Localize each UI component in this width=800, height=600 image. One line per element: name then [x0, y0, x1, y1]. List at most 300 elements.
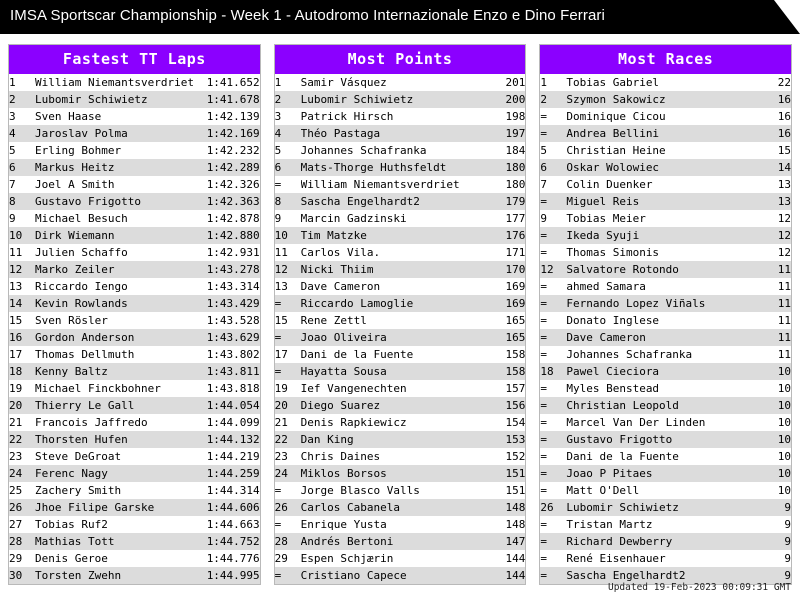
row-value: 1:44.663 — [206, 518, 260, 531]
row-position: 11 — [9, 246, 23, 259]
table-row — [275, 295, 526, 312]
table-row — [275, 567, 526, 584]
row-driver-name: Sven Rösler — [35, 314, 108, 327]
table-row — [275, 176, 526, 193]
table-row — [540, 227, 791, 244]
row-driver-name: Cristiano Capece — [301, 567, 466, 584]
row-position: 15 — [9, 314, 23, 327]
row-value: 157 — [505, 382, 526, 395]
row-position: 29 — [9, 552, 23, 565]
table-row — [540, 312, 791, 329]
row-position: 2 — [9, 91, 35, 108]
row-position: 7 — [540, 178, 547, 191]
row-driver-name: Jhoe Filipe Garske — [35, 499, 200, 516]
row-driver-name: Sascha Engelhardt2 — [301, 193, 466, 210]
table-row — [540, 346, 791, 363]
row-position: 3 — [274, 110, 282, 123]
table-row — [9, 91, 260, 108]
row-driver-name: Marko Zeiler — [35, 261, 200, 278]
table-row — [9, 499, 260, 516]
row-value: 9 — [731, 499, 791, 516]
row-value: 201 — [505, 76, 526, 89]
row-position: 5 — [540, 144, 547, 157]
table-row — [275, 261, 526, 278]
row-position: = — [540, 465, 566, 482]
row-position: 13 — [9, 280, 23, 293]
row-value: 198 — [505, 110, 526, 123]
row-value: 158 — [505, 348, 526, 361]
row-driver-name: Steve DeGroat — [35, 450, 122, 463]
row-value: 158 — [465, 363, 525, 380]
table-row — [9, 465, 260, 482]
table-row — [275, 142, 526, 159]
table-row — [275, 210, 526, 227]
row-driver-name: Gustavo Frigotto — [35, 193, 200, 210]
row-value: 13 — [731, 193, 791, 210]
row-value: 170 — [465, 261, 525, 278]
row-position: = — [275, 567, 301, 584]
table-row — [540, 363, 791, 380]
row-driver-name: Julien Schaffo — [35, 246, 128, 259]
row-value: 1:43.811 — [200, 363, 260, 380]
row-driver-name: Michael Finckbohner — [35, 382, 161, 395]
row-value: 177 — [505, 212, 526, 225]
row-position: 14 — [9, 295, 35, 312]
row-position: 19 — [9, 382, 23, 395]
table-row — [9, 482, 260, 499]
table-row — [540, 108, 791, 125]
table-row — [275, 108, 526, 125]
row-driver-name: Matt O'Dell — [566, 484, 640, 497]
row-value: 1:44.259 — [200, 465, 260, 482]
row-position: 28 — [9, 533, 35, 550]
row-position: = — [540, 450, 547, 463]
row-position: 5 — [274, 144, 282, 157]
row-position: = — [540, 484, 547, 497]
row-driver-name: Nicki Thiim — [301, 261, 466, 278]
row-position: = — [540, 295, 566, 312]
row-position: 24 — [9, 465, 35, 482]
row-driver-name: Joao Oliveira — [301, 329, 466, 346]
row-position: 13 — [274, 280, 288, 293]
row-driver-name: Salvatore Rotondo — [566, 261, 731, 278]
row-value: 11 — [777, 314, 792, 327]
row-value: 1:44.219 — [206, 450, 260, 463]
row-driver-name: Colin Duenker — [566, 178, 653, 191]
row-value: 22 — [777, 76, 792, 89]
table-row — [275, 533, 526, 550]
table-row — [275, 380, 526, 397]
row-position: = — [540, 227, 566, 244]
table-row — [540, 550, 791, 567]
table-row — [275, 125, 526, 142]
table-row — [275, 431, 526, 448]
row-position: = — [540, 125, 566, 142]
page-title: IMSA Sportscar Championship - Week 1 - Autodromo Internazionale Enzo e Dino Ferrari — [10, 7, 605, 24]
row-driver-name: René Eisenhauer — [566, 552, 666, 565]
fastest-tt-laps-table — [9, 74, 260, 584]
row-value: 165 — [465, 329, 525, 346]
row-driver-name: Jaroslav Polma — [35, 125, 200, 142]
table-row — [9, 550, 260, 567]
table-row — [540, 91, 791, 108]
row-position: 17 — [274, 348, 288, 361]
row-driver-name: Denis Rapkiewicz — [300, 416, 407, 429]
row-driver-name: Théo Pastaga — [301, 125, 466, 142]
row-position: 2 — [540, 91, 566, 108]
row-value: 200 — [465, 91, 525, 108]
most-points-table — [275, 74, 526, 584]
most-races-table — [540, 74, 791, 584]
row-driver-name: Ferenc Nagy — [35, 465, 200, 482]
table-row — [275, 499, 526, 516]
row-driver-name: Riccardo Iengo — [35, 280, 128, 293]
row-driver-name: Tobias Ruf2 — [35, 518, 108, 531]
row-value: 10 — [777, 484, 792, 497]
row-position: 30 — [9, 567, 35, 584]
row-position: = — [540, 280, 547, 293]
row-position: = — [540, 329, 566, 346]
column-most-races — [539, 44, 792, 585]
row-position: 1 — [9, 76, 16, 89]
row-value: 153 — [465, 431, 525, 448]
row-value: 11 — [731, 295, 791, 312]
row-value: 179 — [465, 193, 525, 210]
row-driver-name: Tristan Martz — [566, 518, 653, 531]
row-value: 1:42.880 — [200, 227, 260, 244]
row-value: 12 — [731, 227, 791, 244]
row-position: 18 — [540, 363, 566, 380]
row-position: 5 — [9, 144, 16, 157]
updated-timestamp: Updated 19-Feb-2023 00:09:31 GMT — [607, 582, 791, 593]
row-driver-name: Markus Heitz — [35, 159, 200, 176]
table-row — [275, 516, 526, 533]
table-row — [540, 193, 791, 210]
row-driver-name: William Niemantsverdriet — [35, 76, 194, 89]
table-row — [540, 210, 791, 227]
table-row — [9, 193, 260, 210]
row-position: 8 — [275, 193, 301, 210]
row-position: = — [540, 348, 547, 361]
row-driver-name: Dani de la Fuente — [300, 348, 414, 361]
row-position: 8 — [9, 193, 35, 210]
row-value: 10 — [777, 382, 792, 395]
row-value: 197 — [465, 125, 525, 142]
table-row — [275, 193, 526, 210]
row-driver-name: Pawel Cieciora — [566, 363, 731, 380]
row-position: 23 — [274, 450, 288, 463]
row-driver-name: Miguel Reis — [566, 193, 731, 210]
table-row — [275, 278, 526, 295]
table-row — [9, 159, 260, 176]
row-position: = — [540, 552, 547, 565]
row-value: 16 — [731, 91, 791, 108]
row-driver-name: William Niemantsverdriet — [300, 178, 460, 191]
table-row — [9, 516, 260, 533]
row-value: 1:44.054 — [200, 397, 260, 414]
row-driver-name: Thorsten Hufen — [35, 431, 200, 448]
table-row — [540, 533, 791, 550]
row-position: 23 — [9, 450, 23, 463]
row-position: 26 — [9, 499, 35, 516]
row-value: 169 — [465, 295, 525, 312]
row-value: 171 — [505, 246, 526, 259]
row-value: 1:42.878 — [206, 212, 260, 225]
row-value: 16 — [777, 110, 792, 123]
row-position: = — [540, 246, 547, 259]
row-value: 151 — [505, 484, 526, 497]
row-value: 9 — [731, 533, 791, 550]
row-driver-name: Dave Cameron — [566, 329, 731, 346]
table-row — [9, 74, 260, 91]
table-row — [9, 244, 260, 261]
row-position: 2 — [275, 91, 301, 108]
column-most-points — [274, 44, 527, 585]
title-bar — [0, 0, 800, 34]
table-row — [9, 261, 260, 278]
row-position: 1 — [274, 76, 282, 89]
row-position: = — [540, 431, 566, 448]
table-row — [275, 397, 526, 414]
row-position: 6 — [275, 159, 301, 176]
row-position: = — [540, 518, 547, 531]
row-value: 1:44.099 — [206, 416, 260, 429]
row-driver-name: Diego Suarez — [301, 397, 466, 414]
row-position: 10 — [275, 227, 301, 244]
table-row — [9, 176, 260, 193]
row-position: = — [274, 178, 282, 191]
row-driver-name: Patrick Hirsch — [300, 110, 394, 123]
row-driver-name: Zachery Smith — [35, 484, 122, 497]
row-driver-name: ahmed Samara — [566, 280, 646, 293]
column-heading: Most Races — [540, 45, 791, 74]
row-driver-name: Erling Bohmer — [35, 144, 122, 157]
row-driver-name: Christian Heine — [566, 144, 666, 157]
row-position: = — [274, 484, 282, 497]
row-position: 9 — [274, 212, 282, 225]
row-position: = — [540, 397, 566, 414]
table-row — [540, 397, 791, 414]
row-position: 9 — [9, 212, 16, 225]
row-value: 147 — [465, 533, 525, 550]
row-value: 12 — [777, 212, 792, 225]
table-row — [540, 448, 791, 465]
row-value: 9 — [784, 552, 792, 565]
row-value: 1:44.606 — [200, 499, 260, 516]
row-position: = — [540, 382, 547, 395]
row-driver-name: Thomas Simonis — [566, 246, 660, 259]
row-driver-name: Mathias Tott — [35, 533, 200, 550]
row-position: = — [540, 110, 547, 123]
row-position: 4 — [9, 125, 35, 142]
row-driver-name: Hayatta Sousa — [301, 363, 466, 380]
table-row — [540, 142, 791, 159]
row-value: 13 — [777, 178, 792, 191]
row-value: 1:42.289 — [200, 159, 260, 176]
table-row — [540, 261, 791, 278]
row-driver-name: Thomas Dellmuth — [35, 348, 135, 361]
row-value: 1:42.169 — [200, 125, 260, 142]
row-driver-name: Thierry Le Gall — [35, 397, 200, 414]
row-driver-name: Dani de la Fuente — [566, 450, 679, 463]
row-value: 165 — [505, 314, 526, 327]
row-value: 1:41.678 — [200, 91, 260, 108]
row-value: 148 — [465, 499, 525, 516]
table-row — [9, 295, 260, 312]
row-value: 1:42.139 — [206, 110, 260, 123]
row-value: 15 — [777, 144, 792, 157]
row-value: 1:44.752 — [200, 533, 260, 550]
table-row — [540, 295, 791, 312]
row-position: 20 — [275, 397, 301, 414]
row-position: 9 — [540, 212, 547, 225]
row-value: 10 — [731, 363, 791, 380]
table-row — [540, 159, 791, 176]
row-driver-name: Carlos Cabanela — [301, 499, 466, 516]
row-driver-name: Rene Zettl — [300, 314, 367, 327]
row-position: 12 — [540, 261, 566, 278]
table-row — [9, 278, 260, 295]
row-value: 154 — [505, 416, 526, 429]
row-value: 10 — [731, 465, 791, 482]
row-value: 148 — [505, 518, 526, 531]
row-driver-name: Dave Cameron — [300, 280, 381, 293]
most-races-body — [540, 74, 791, 584]
row-value: 9 — [784, 518, 792, 531]
table-row — [275, 159, 526, 176]
row-driver-name: Lubomir Schiwietz — [566, 499, 731, 516]
table-row — [275, 329, 526, 346]
table-row — [9, 448, 260, 465]
table-row — [540, 176, 791, 193]
row-value: 1:41.652 — [206, 76, 260, 89]
row-driver-name: Gustavo Frigotto — [566, 431, 731, 448]
row-driver-name: Lubomir Schiwietz — [301, 91, 466, 108]
row-driver-name: Fernando Lopez Viñals — [566, 295, 731, 312]
table-row — [540, 516, 791, 533]
row-position: = — [275, 329, 301, 346]
row-value: 144 — [465, 567, 525, 584]
row-value: 176 — [465, 227, 525, 244]
table-row — [9, 329, 260, 346]
row-position: = — [540, 416, 547, 429]
row-driver-name: Andrés Bertoni — [301, 533, 466, 550]
row-position: 27 — [9, 518, 23, 531]
table-row — [540, 74, 791, 91]
row-driver-name: Kenny Baltz — [35, 363, 200, 380]
row-value: 1:44.314 — [206, 484, 260, 497]
table-row — [9, 125, 260, 142]
row-value: 156 — [465, 397, 525, 414]
row-driver-name: Richard Dewberry — [566, 533, 731, 550]
row-driver-name: Joel A Smith — [35, 178, 115, 191]
table-row — [275, 465, 526, 482]
row-driver-name: Szymon Sakowicz — [566, 91, 731, 108]
row-value: 1:43.314 — [206, 280, 260, 293]
row-driver-name: Marcel Van Der Linden — [566, 416, 706, 429]
row-value: 14 — [731, 159, 791, 176]
table-row — [540, 329, 791, 346]
row-driver-name: Andrea Bellini — [566, 125, 731, 142]
row-position: 16 — [9, 329, 35, 346]
row-position: 21 — [9, 416, 23, 429]
row-value: 9 — [731, 567, 791, 584]
row-position: = — [540, 314, 547, 327]
leaderboard-columns — [8, 44, 792, 585]
most-points-body — [275, 74, 526, 584]
table-row — [275, 448, 526, 465]
row-value: 1:43.629 — [200, 329, 260, 346]
row-position: 28 — [275, 533, 301, 550]
row-value: 10 — [777, 450, 792, 463]
row-value: 144 — [505, 552, 526, 565]
row-value: 180 — [465, 159, 525, 176]
row-value: 1:42.363 — [200, 193, 260, 210]
row-position: 6 — [540, 159, 566, 176]
row-position: 15 — [274, 314, 288, 327]
row-driver-name: Carlos Vila. — [300, 246, 381, 259]
table-row — [540, 380, 791, 397]
table-row — [275, 346, 526, 363]
table-row — [9, 210, 260, 227]
table-row — [275, 414, 526, 431]
table-row — [540, 499, 791, 516]
row-driver-name: Tobias Meier — [566, 212, 646, 225]
row-position: 11 — [274, 246, 288, 259]
row-position: 7 — [9, 178, 16, 191]
row-value: 184 — [505, 144, 526, 157]
row-position: = — [540, 567, 566, 584]
row-value: 1:42.232 — [206, 144, 260, 157]
row-value: 1:43.818 — [206, 382, 260, 395]
row-driver-name: Sascha Engelhardt2 — [566, 567, 731, 584]
row-value: 1:42.931 — [206, 246, 260, 259]
row-position: 18 — [9, 363, 35, 380]
row-position: = — [540, 533, 566, 550]
table-row — [9, 363, 260, 380]
row-driver-name: Joao P Pitaes — [566, 465, 731, 482]
row-value: 10 — [777, 416, 792, 429]
row-value: 10 — [731, 431, 791, 448]
row-driver-name: Chris Daines — [300, 450, 381, 463]
row-driver-name: Denis Geroe — [35, 552, 108, 565]
row-driver-name: Gordon Anderson — [35, 329, 200, 346]
column-heading: Fastest TT Laps — [9, 45, 260, 74]
table-row — [9, 533, 260, 550]
column-heading: Most Points — [275, 45, 526, 74]
row-driver-name: Kevin Rowlands — [35, 295, 200, 312]
table-row — [540, 431, 791, 448]
table-row — [9, 380, 260, 397]
row-value: 180 — [505, 178, 526, 191]
row-driver-name: Enrique Yusta — [300, 518, 387, 531]
row-position: 17 — [9, 348, 23, 361]
row-value: 11 — [777, 280, 792, 293]
row-value: 169 — [505, 280, 526, 293]
row-position: = — [275, 295, 301, 312]
row-value: 1:43.278 — [200, 261, 260, 278]
row-position: 24 — [275, 465, 301, 482]
table-row — [275, 312, 526, 329]
row-position: 25 — [9, 484, 23, 497]
row-position: 29 — [274, 552, 288, 565]
row-value: 1:44.995 — [200, 567, 260, 584]
row-value: 1:42.326 — [206, 178, 260, 191]
row-position: 12 — [275, 261, 301, 278]
table-row — [275, 482, 526, 499]
row-value: 16 — [731, 125, 791, 142]
table-row — [540, 465, 791, 482]
